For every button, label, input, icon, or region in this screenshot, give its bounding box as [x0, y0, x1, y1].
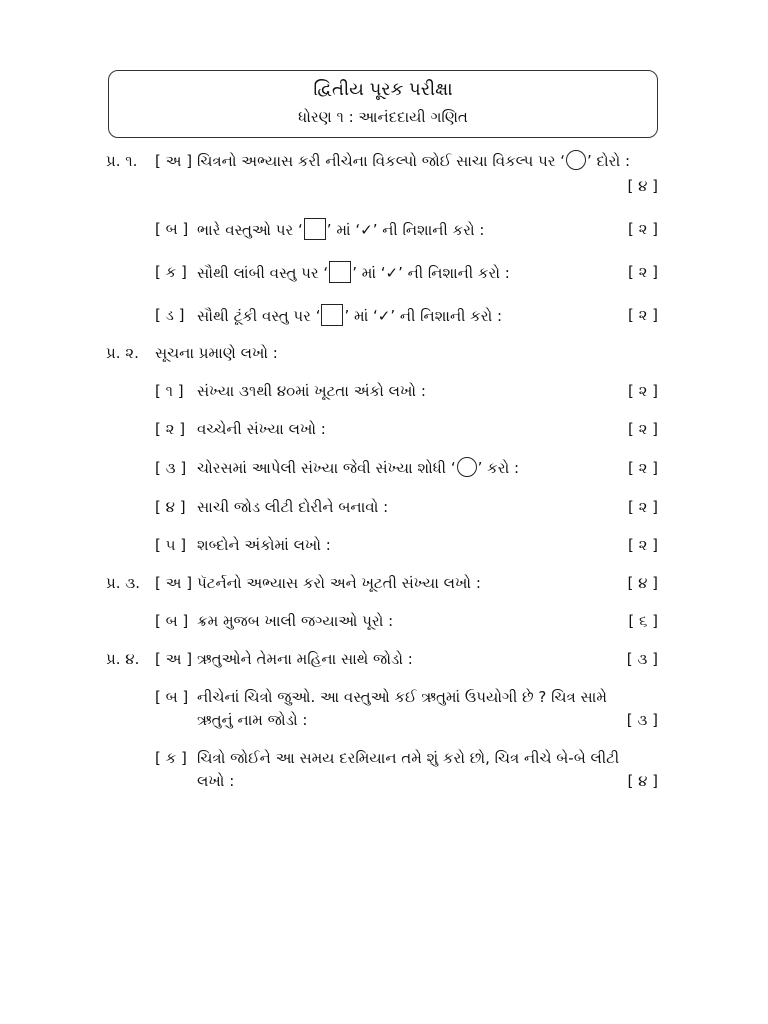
- sub-question-tag: [ ૩ ]: [155, 459, 187, 477]
- question-text-line1: નીચેનાં ચિત્રો જુઓ. આ વસ્તુઓ કઈ ઋતુમાં ઉપયોગી છે ? ચિત્ર સામે: [197, 688, 607, 706]
- question-text: ચિત્રનો અભ્યાસ કરી નીચેના વિકલ્પો જોઈ સાચા વિકલ્પ પર ‘ ’ દોરો :: [197, 152, 631, 170]
- sub-question-tag: [ અ ]: [155, 650, 193, 668]
- sub-question-tag: [ ક ]: [155, 263, 187, 281]
- marks-label: [ ૨ ]: [627, 459, 658, 477]
- sub-question-tag: [ બ ]: [155, 688, 189, 706]
- question-text-line2: ઋતુનું નામ જોડો :: [197, 711, 308, 729]
- question-text: શબ્દોને અંકોમાં લખો :: [197, 536, 331, 554]
- question-text-line2: લખો :: [197, 772, 235, 790]
- sub-question-tag: [ ૫ ]: [155, 536, 187, 554]
- marks-label: [ ૪ ]: [627, 574, 658, 592]
- question-text: વચ્ચેની સંખ્યા લખો :: [197, 420, 326, 438]
- question-number: પ્ર. ૧.: [106, 152, 138, 170]
- question-text-line1: ચિત્રો જોઈને આ સમય દરમિયાન તમે શું કરો છો, ચિત્ર નીચે બે-બે લીટી: [197, 749, 620, 767]
- question-number: પ્ર. ૩.: [106, 574, 141, 592]
- marks-label: [ ૨ ]: [627, 498, 658, 516]
- page-subtitle: ધોરણ ૧ : આનંદદાયી ગણિત: [298, 108, 468, 126]
- marks-label: [ ૬ ]: [628, 612, 658, 630]
- page-title: દ્વિતીય પૂરક પરીક્ષા: [313, 79, 453, 100]
- marks-label: [ ૨ ]: [627, 263, 658, 281]
- marks-label: [ ૨ ]: [627, 220, 658, 238]
- marks-label: [ ૨ ]: [627, 420, 658, 438]
- sub-question-tag: [ ડ ]: [155, 306, 185, 324]
- question-text: ભારે વસ્તુઓ પર ‘ ’ માં ‘✓’ ની નિશાની કરો :: [197, 218, 484, 241]
- header-box: [108, 70, 658, 138]
- marks-label: [ ૨ ]: [627, 382, 658, 400]
- sub-question-tag: [ અ ]: [155, 152, 193, 170]
- sub-question-tag: [ ૪ ]: [155, 498, 186, 516]
- sub-question-tag: [ અ ]: [155, 574, 193, 592]
- question-text: સૌથી ટૂંકી વસ્તુ પર ‘ ’ માં ‘✓’ ની નિશાની કરો :: [197, 304, 502, 327]
- marks-label: [ ૩ ]: [626, 711, 658, 729]
- question-text: ક્રમ મુજબ ખાલી જગ્યાઓ પૂરો :: [197, 612, 394, 630]
- marks-label: [ ૨ ]: [627, 306, 658, 324]
- sub-question-tag: [ ૧ ]: [155, 382, 184, 400]
- sub-question-tag: [ બ ]: [155, 612, 189, 630]
- question-text: ઋતુઓને તેમના મહિના સાથે જોડો :: [197, 650, 413, 668]
- question-text: સાચી જોડ લીટી દોરીને બનાવો :: [197, 498, 389, 516]
- question-number: પ્ર. ૨.: [106, 344, 139, 362]
- question-text: સૌથી લાંબી વસ્તુ પર ‘ ’ માં ‘✓’ ની નિશાની કરો :: [197, 261, 510, 284]
- circle-symbol: [566, 150, 586, 170]
- marks-label: [ ૪ ]: [627, 177, 658, 195]
- marks-label: [ ૨ ]: [627, 536, 658, 554]
- sub-question-tag: [ ક ]: [155, 749, 187, 767]
- question-text: સંખ્યા ૩૧થી ૪૦માં ખૂટતા અંકો લખો :: [197, 382, 426, 400]
- question-number: પ્ર. ૪.: [106, 650, 140, 668]
- question-text: પૅટર્નનો અભ્યાસ કરો અને ખૂટતી સંખ્યા લખો :: [197, 574, 481, 592]
- marks-label: [ ૪ ]: [627, 772, 658, 790]
- question-text: ચોરસમાં આપેલી સંખ્યા જેવી સંખ્યા શોધી ‘ ’ કરો :: [197, 459, 520, 477]
- marks-label: [ ૩ ]: [626, 650, 658, 668]
- sub-question-tag: [ બ ]: [155, 220, 189, 238]
- sub-question-tag: [ ૨ ]: [155, 420, 186, 438]
- question-heading: સૂચના પ્રમાણે લખો :: [155, 344, 278, 362]
